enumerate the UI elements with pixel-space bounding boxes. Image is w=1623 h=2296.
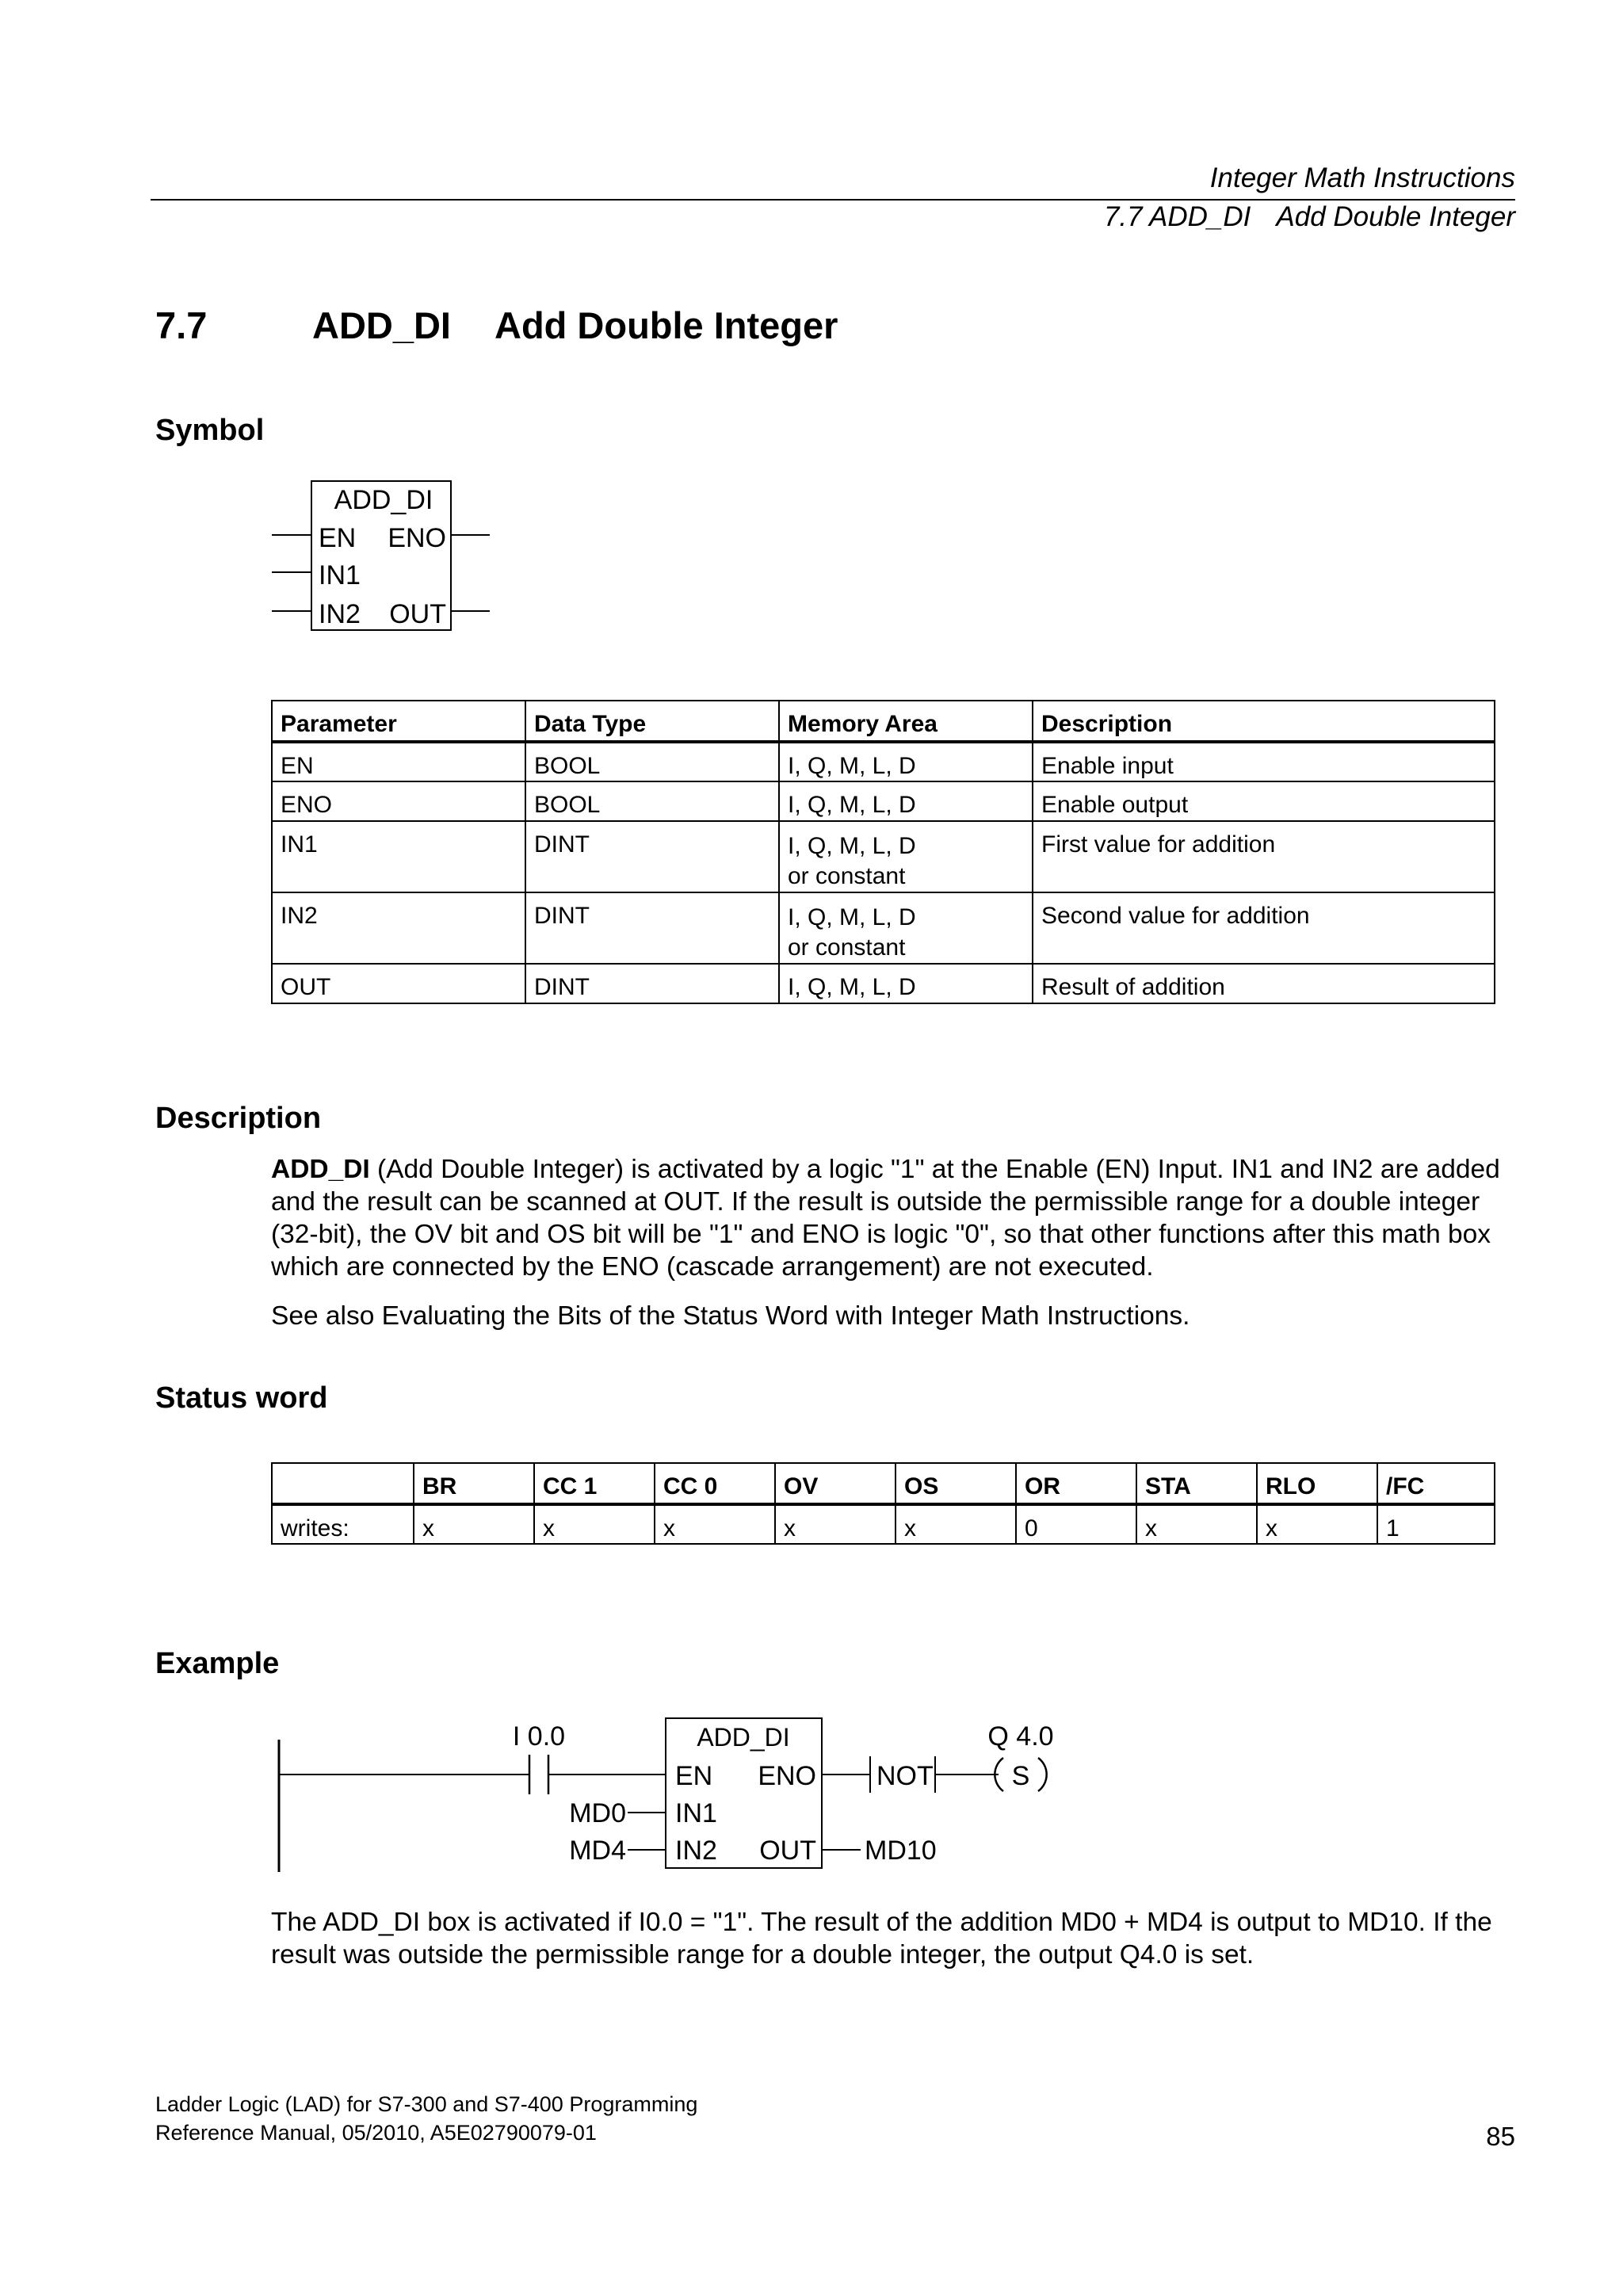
example-text: The ADD_DI box is activated if I0.0 = "1". The result of the addition MD0 + MD4 is output to MD10. If the result was outside the permissible range for a double integer, the output Q4.0 is set. <box>271 1908 1492 1969</box>
description-lead-term: ADD_DI <box>271 1155 370 1184</box>
coil-address: Q 4.0 <box>987 1721 1054 1752</box>
see-also-text: See also Evaluating the Bits of the Status Word with Integer Math Instructions. <box>271 1301 1190 1331</box>
status-cell-fc: 1 <box>1377 1504 1495 1544</box>
memory-area-line2: or constant <box>788 934 906 961</box>
md0-operand: MD0 <box>569 1798 626 1828</box>
symbol-box-name: ADD_DI <box>334 485 433 515</box>
example-en-label: EN <box>675 1761 713 1791</box>
cell-memory-area <box>779 892 1033 964</box>
status-cell-br: x <box>414 1504 534 1544</box>
status-cell-cc1: x <box>534 1504 655 1544</box>
header-section-number: 7.7 ADD_DI <box>1103 201 1251 232</box>
description-paragraph <box>271 1153 1523 1283</box>
running-header-chapter: Integer Math Instructions <box>1209 162 1515 193</box>
section-mnemonic: ADD_DI <box>312 304 451 346</box>
status-col-br: BR <box>414 1463 534 1504</box>
cell-parameter: OUT <box>272 964 525 1003</box>
symbol-en-label: EN <box>319 523 357 553</box>
cell-parameter: EN <box>272 742 525 781</box>
status-word-header <box>272 1463 1495 1504</box>
see-also-paragraph <box>271 1300 1523 1332</box>
status-cell-rlo: x <box>1257 1504 1377 1544</box>
cell-description: Second value for addition <box>1033 892 1495 964</box>
cell-parameter: ENO <box>272 781 525 821</box>
cell-memory-area <box>779 821 1033 892</box>
section-name: Add Double Integer <box>495 304 838 346</box>
status-col-fc: /FC <box>1377 1463 1495 1504</box>
example-eno-label: ENO <box>758 1761 816 1791</box>
example-paragraph <box>271 1906 1523 1971</box>
symbol-heading: Symbol <box>155 414 265 447</box>
example-in2-label: IN2 <box>675 1836 717 1866</box>
col-header-memory-area: Memory Area <box>779 701 1033 742</box>
col-header-description: Description <box>1033 701 1495 742</box>
status-word-table <box>271 1462 1495 1545</box>
status-cell-ov: x <box>775 1504 896 1544</box>
header-section-name: Add Double Integer <box>1276 201 1515 232</box>
cell-data-type: BOOL <box>525 742 779 781</box>
table-row <box>272 781 1495 821</box>
cell-memory-area: I, Q, M, L, D <box>779 781 1033 821</box>
cell-description: Result of addition <box>1033 964 1495 1003</box>
parameter-table <box>271 700 1495 1004</box>
table-row <box>272 821 1495 892</box>
symbol-in1-label: IN1 <box>319 560 361 590</box>
table-row <box>272 1504 1495 1544</box>
page-number: 85 <box>1486 2122 1515 2151</box>
status-col-or: OR <box>1016 1463 1136 1504</box>
cell-description: Enable output <box>1033 781 1495 821</box>
status-cell-os: x <box>896 1504 1016 1544</box>
symbol-eno-label: ENO <box>388 523 446 553</box>
coil-right-arc <box>1038 1758 1047 1791</box>
cell-data-type: DINT <box>525 892 779 964</box>
symbol-box-diagram <box>272 481 490 630</box>
status-cell-or: 0 <box>1016 1504 1136 1544</box>
status-col-empty <box>272 1463 414 1504</box>
status-col-rlo: RLO <box>1257 1463 1377 1504</box>
coil-symbol: S <box>1011 1761 1030 1791</box>
status-col-os: OS <box>896 1463 1016 1504</box>
example-box-name: ADD_DI <box>697 1723 790 1752</box>
cell-parameter: IN2 <box>272 892 525 964</box>
col-header-data-type: Data Type <box>525 701 779 742</box>
table-row <box>272 892 1495 964</box>
not-contact-label: NOT <box>876 1761 934 1791</box>
status-cell-sta: x <box>1136 1504 1257 1544</box>
contact-address: I 0.0 <box>512 1721 566 1752</box>
status-row-label: writes: <box>272 1504 414 1544</box>
footer-manual-title: Ladder Logic (LAD) for S7-300 and S7-400 Programming <box>155 2092 698 2116</box>
section-number: 7.7 <box>155 304 208 346</box>
status-col-cc1: CC 1 <box>534 1463 655 1504</box>
md10-operand: MD10 <box>865 1836 937 1866</box>
status-cell-cc0: x <box>655 1504 775 1544</box>
cell-description: Enable input <box>1033 742 1495 781</box>
cell-data-type: DINT <box>525 964 779 1003</box>
example-in1-label: IN1 <box>675 1798 717 1828</box>
footer-manual-edition: Reference Manual, 05/2010, A5E02790079-01 <box>155 2121 597 2145</box>
cell-memory-area: I, Q, M, L, D <box>779 742 1033 781</box>
cell-data-type: BOOL <box>525 781 779 821</box>
description-body: (Add Double Integer) is activated by a logic "1" at the Enable (EN) Input. IN1 and IN2 are added and the result can be scanned at OUT. If the result is outside the permissible range for a double integer (32-bit), the OV bit and OS bit will be "1" and ENO is logic "0", so that other functions after this math box which are connected by the ENO (cascade arrangement) are not executed. <box>271 1155 1500 1282</box>
memory-area-line2: or constant <box>788 863 906 889</box>
cell-data-type: DINT <box>525 821 779 892</box>
col-header-parameter: Parameter <box>272 701 525 742</box>
example-ladder-diagram <box>279 1718 1054 1872</box>
md4-operand: MD4 <box>569 1836 626 1866</box>
symbol-in2-label: IN2 <box>319 599 361 629</box>
example-out-label: OUT <box>759 1836 816 1866</box>
symbol-out-label: OUT <box>389 599 446 629</box>
parameter-table-header <box>272 701 1495 742</box>
memory-area-line1: I, Q, M, L, D <box>788 833 916 859</box>
cell-memory-area: I, Q, M, L, D <box>779 964 1033 1003</box>
table-row <box>272 964 1495 1003</box>
status-col-sta: STA <box>1136 1463 1257 1504</box>
description-heading: Description <box>155 1102 322 1135</box>
cell-description: First value for addition <box>1033 821 1495 892</box>
table-row <box>272 742 1495 781</box>
cell-parameter: IN1 <box>272 821 525 892</box>
status-col-ov: OV <box>775 1463 896 1504</box>
status-col-cc0: CC 0 <box>655 1463 775 1504</box>
example-heading: Example <box>155 1647 280 1680</box>
status-word-heading: Status word <box>155 1381 328 1415</box>
memory-area-line1: I, Q, M, L, D <box>788 904 916 930</box>
